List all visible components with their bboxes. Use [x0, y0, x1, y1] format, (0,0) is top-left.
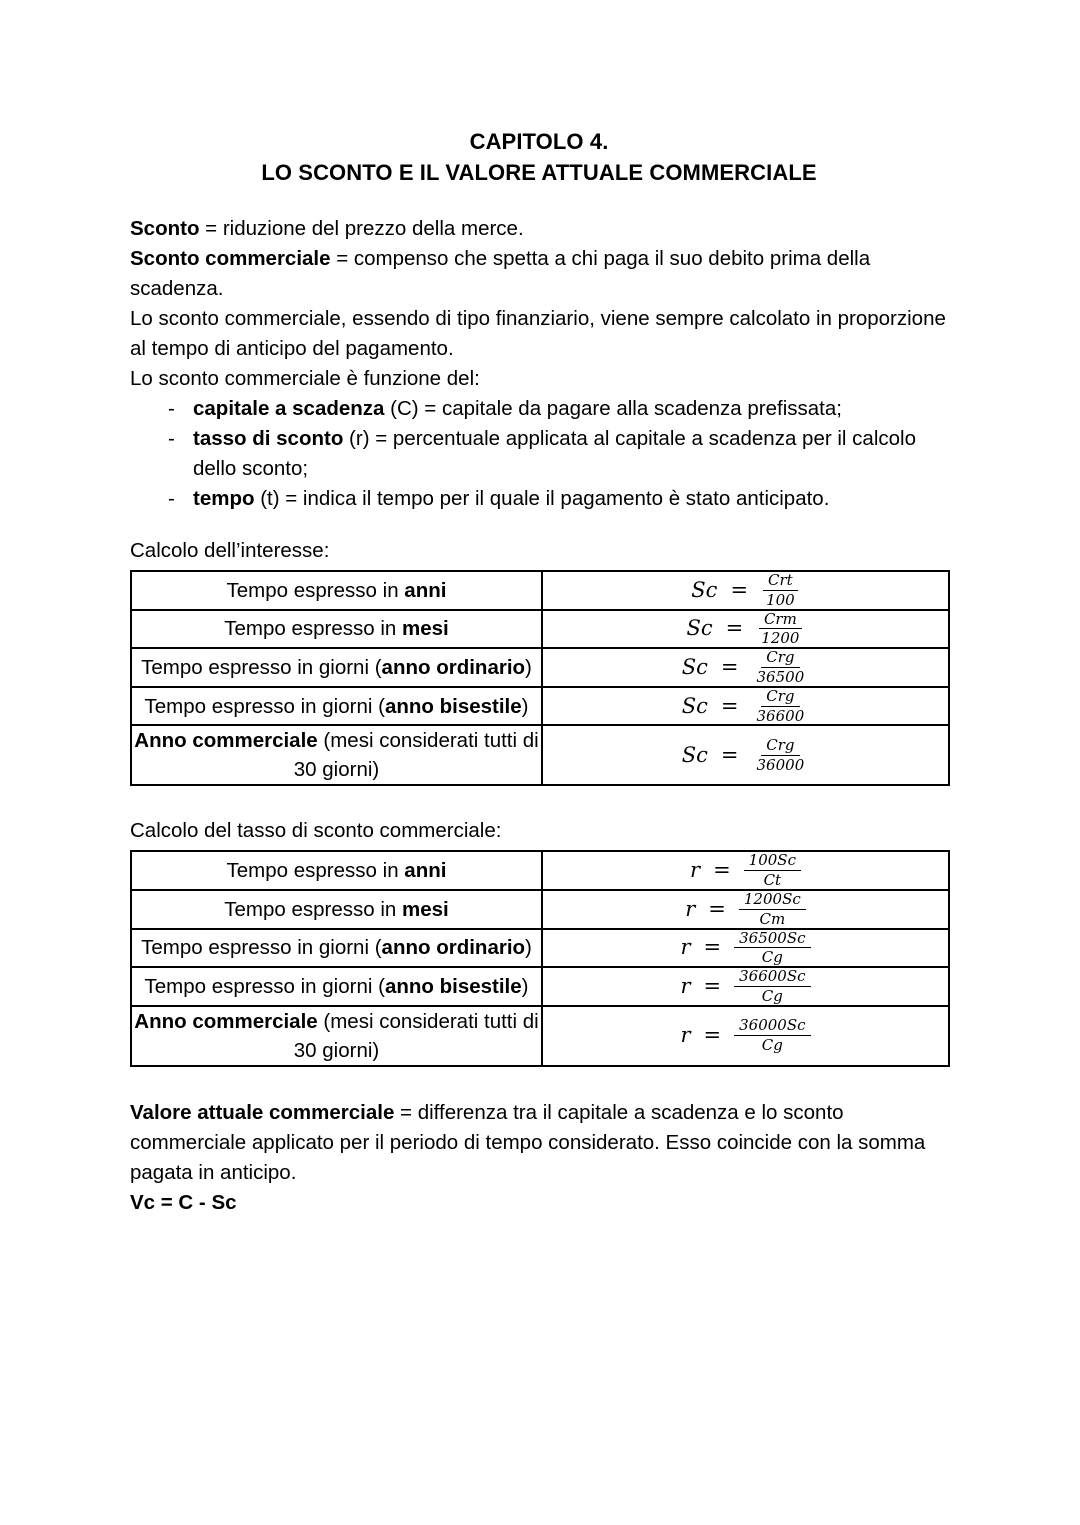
- table-row: [131, 1006, 949, 1066]
- fraction-numerator: Crg: [761, 649, 799, 668]
- formula-lhs: r: [680, 973, 691, 998]
- list-item-text: [193, 394, 948, 424]
- row-label-bold: anno ordinario: [381, 936, 526, 960]
- fraction-denominator: 100: [766, 590, 795, 609]
- intro-line-2-text: = compenso che spetta a chi paga il suo debito prima della scadenza.: [130, 247, 871, 300]
- fraction: [761, 572, 800, 609]
- formula-lhs: Sc: [691, 577, 718, 602]
- spacer: [130, 514, 948, 536]
- list-item-text: [193, 424, 948, 484]
- equals-sign: =: [703, 1023, 722, 1048]
- fraction-numerator: 36600Sc: [734, 968, 810, 987]
- fraction-denominator: Cg: [761, 986, 783, 1005]
- intro-line-1: [130, 214, 948, 244]
- row-formula: [542, 967, 949, 1006]
- row-label-bold: Anno commerciale: [134, 729, 318, 753]
- document-content: [130, 126, 948, 1218]
- intro-line-1-text: = riduzione del prezzo della merce.: [199, 217, 524, 240]
- row-label-bold: anno bisestile: [384, 974, 522, 998]
- fraction-numerator: Crm: [759, 611, 802, 630]
- row-label-post: (mesi considerati tutti di 30 giorni): [293, 729, 539, 782]
- fraction: [752, 649, 810, 686]
- row-label-post: (mesi considerati tutti di 30 giorni): [293, 1009, 539, 1062]
- table-row: [131, 890, 949, 929]
- table-row: [131, 725, 949, 785]
- dash-icon: -: [168, 427, 175, 450]
- list-item-definition: (t) = indica il tempo per il quale il pagamento è stato anticipato.: [254, 487, 830, 510]
- formula: [680, 1017, 810, 1054]
- table-row: [131, 851, 949, 890]
- interest-formula-table: [130, 570, 950, 786]
- row-label-bold: anni: [404, 859, 447, 883]
- fraction-denominator: 36000: [756, 755, 805, 774]
- list-item-term: tasso di sconto: [193, 427, 344, 450]
- row-label-pre: Tempo espresso in: [224, 617, 403, 641]
- row-label: [131, 725, 542, 785]
- row-label-pre: Tempo espresso in: [226, 859, 405, 883]
- fraction-numerator: Crt: [763, 572, 798, 591]
- list-item-text: [193, 484, 948, 514]
- formula: [682, 688, 809, 725]
- list-item: [130, 424, 948, 484]
- row-label-post: ): [521, 694, 529, 718]
- table-row: [131, 648, 949, 687]
- fraction: [752, 688, 810, 725]
- row-label-pre: Tempo espresso in: [226, 578, 405, 602]
- equals-sign: =: [703, 973, 722, 998]
- formula-lhs: r: [685, 896, 696, 921]
- formula-lhs: Sc: [681, 742, 708, 767]
- row-label-post: ): [521, 974, 529, 998]
- row-label-bold: Anno commerciale: [134, 1009, 318, 1033]
- fraction-denominator: Cg: [761, 948, 783, 967]
- equals-sign: =: [703, 935, 722, 960]
- fraction-denominator: Ct: [763, 871, 782, 890]
- row-label-bold: mesi: [402, 617, 449, 641]
- table-row: [131, 929, 949, 968]
- row-label: [131, 851, 542, 890]
- row-formula: [542, 890, 949, 929]
- formula-lhs: r: [680, 935, 691, 960]
- table-2-caption: Calcolo del tasso di sconto commerciale:: [130, 819, 502, 843]
- intro-line-1-term: Sconto: [130, 217, 200, 240]
- row-formula: [542, 1006, 949, 1066]
- fraction-denominator: 36500: [756, 667, 805, 686]
- equals-sign: =: [725, 616, 744, 641]
- intro-line-3: Lo sconto commerciale, essendo di tipo finanziario, viene sempre calcolato in proporzione al tempo di anticipo del pagamento.: [130, 307, 946, 360]
- fraction-denominator: Cm: [759, 909, 786, 928]
- formula: [691, 572, 799, 609]
- equals-sign: =: [720, 742, 739, 767]
- row-formula: [542, 687, 949, 726]
- formula: [680, 930, 810, 967]
- title-line-2: LO SCONTO E IL VALORE ATTUALE COMMERCIALE: [261, 160, 817, 185]
- closing-formula-text: Vc = C - Sc: [130, 1190, 237, 1214]
- equals-sign: =: [708, 896, 726, 921]
- row-label: [131, 648, 542, 687]
- row-formula: [542, 725, 949, 785]
- equals-sign: =: [730, 577, 749, 602]
- spacer: [130, 786, 948, 816]
- title-line-1: CAPITOLO 4.: [469, 129, 609, 154]
- fraction: [734, 1017, 810, 1054]
- row-label-pre: Tempo espresso in giorni (: [144, 974, 385, 998]
- row-label: [131, 967, 542, 1006]
- fraction-numerator: 36000Sc: [734, 1017, 810, 1036]
- fraction: [756, 611, 804, 648]
- closing-definition: [130, 1098, 948, 1188]
- closing-term: Valore attuale commerciale: [130, 1100, 395, 1124]
- fraction-denominator: 1200: [761, 629, 800, 648]
- table-row: [131, 610, 949, 649]
- fraction-numerator: 1200Sc: [739, 891, 806, 910]
- table-row: [131, 571, 949, 610]
- list-item-definition: (C) = capitale da pagare alla scadenza prefissata;: [384, 397, 842, 420]
- closing-paragraph: [130, 1098, 948, 1218]
- fraction: [739, 891, 806, 928]
- formula: [687, 611, 805, 648]
- fraction: [744, 852, 801, 889]
- row-formula: [542, 571, 949, 610]
- intro-line-2: [130, 244, 948, 304]
- intro-paragraph: [130, 214, 948, 394]
- table-row: [131, 687, 949, 726]
- row-label: [131, 929, 542, 968]
- row-formula: [542, 929, 949, 968]
- formula: [685, 891, 806, 928]
- row-formula: [542, 648, 949, 687]
- formula-lhs: Sc: [681, 654, 708, 679]
- row-formula: [542, 851, 949, 890]
- row-label-bold: anno bisestile: [384, 694, 522, 718]
- row-label-pre: Tempo espresso in: [224, 897, 403, 921]
- formula: [680, 968, 810, 1005]
- rate-formula-table: [130, 850, 950, 1066]
- row-label: [131, 890, 542, 929]
- page-title: [130, 126, 948, 188]
- intro-line-2-term: Sconto commerciale: [130, 247, 331, 270]
- list-item: [130, 484, 948, 514]
- equals-sign: =: [713, 858, 731, 883]
- row-label-post: ): [525, 936, 532, 960]
- fraction-numerator: 36500Sc: [734, 930, 810, 949]
- formula-lhs: r: [690, 858, 701, 883]
- row-label-bold: mesi: [402, 897, 449, 921]
- fraction: [734, 930, 810, 967]
- fraction-numerator: Crg: [761, 688, 799, 707]
- dash-icon: -: [168, 487, 175, 510]
- row-label-pre: Tempo espresso in giorni (: [141, 655, 382, 679]
- row-label-bold: anni: [404, 578, 447, 602]
- spacer: [130, 188, 948, 214]
- formula-lhs: Sc: [686, 616, 713, 641]
- table-1-caption: Calcolo dell’interesse:: [130, 539, 330, 562]
- list-item-definition: (r) = percentuale applicata al capitale a scadenza per il calcolo dello sconto;: [193, 427, 916, 480]
- list-item-term: capitale a scadenza: [193, 397, 385, 420]
- list-item-term: tempo: [193, 487, 255, 510]
- row-label-post: ): [525, 655, 532, 679]
- row-label-pre: Tempo espresso in giorni (: [144, 694, 385, 718]
- row-label: [131, 571, 542, 610]
- fraction-denominator: 36600: [756, 706, 805, 725]
- row-label: [131, 610, 542, 649]
- fraction: [752, 737, 810, 774]
- row-label-bold: anno ordinario: [381, 655, 526, 679]
- table-row: [131, 967, 949, 1006]
- formula: [682, 649, 809, 686]
- formula: [690, 852, 801, 889]
- formula: [682, 737, 809, 774]
- fraction-numerator: Crg: [761, 737, 799, 756]
- closing-text: = differenza tra il capitale a scadenza e lo sconto commerciale applicato per il periodo di tempo considerato. Esso coincide con la somma pagata in anticipo.: [130, 1100, 926, 1184]
- list-item: [130, 394, 948, 424]
- formula-lhs: r: [680, 1023, 691, 1048]
- row-label-pre: Tempo espresso in giorni (: [141, 936, 382, 960]
- equals-sign: =: [720, 693, 739, 718]
- fraction-denominator: Cg: [761, 1036, 783, 1055]
- row-label: [131, 1006, 542, 1066]
- formula-lhs: Sc: [681, 693, 708, 718]
- closing-formula: [130, 1188, 948, 1218]
- definition-list: [130, 394, 948, 514]
- fraction-numerator: 100Sc: [744, 852, 801, 871]
- spacer: [130, 1067, 948, 1098]
- row-label: [131, 687, 542, 726]
- row-formula: [542, 610, 949, 649]
- equals-sign: =: [720, 654, 739, 679]
- intro-line-4: Lo sconto commerciale è funzione del:: [130, 367, 480, 390]
- fraction: [734, 968, 810, 1005]
- dash-icon: -: [168, 397, 175, 420]
